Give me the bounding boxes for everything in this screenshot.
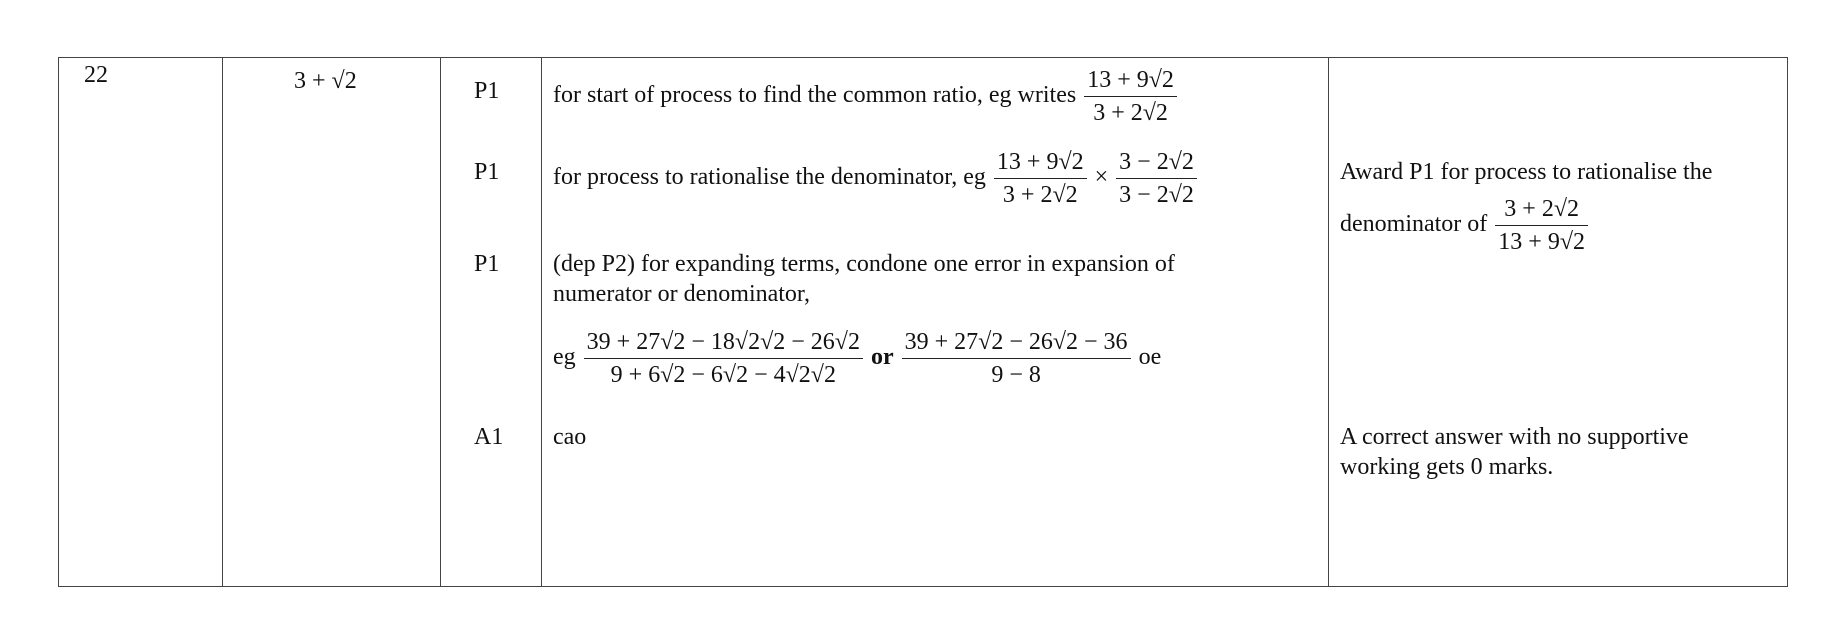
comment-rationalise-line2 — [1340, 195, 1590, 256]
mark-p1-expanding: P1 — [474, 251, 500, 277]
mark-p1-start: P1 — [474, 78, 500, 104]
comment-rationalise-text: denominator of — [1340, 211, 1488, 238]
fraction-numerator: 39 + 27√2 − 26√2 − 36 — [904, 329, 1128, 355]
or-label: or — [870, 344, 894, 371]
guidance-expanding-text: (dep P2) for expanding terms, condone one error in expansion of numerator or denominator, — [553, 251, 1175, 307]
fraction-numerator: 13 + 9√2 — [996, 149, 1084, 175]
final-answer — [294, 66, 357, 96]
question-number-column — [59, 58, 223, 586]
answer-column — [222, 58, 441, 586]
guidance-rationalise — [553, 148, 1199, 209]
expansion-fraction-1 — [584, 328, 863, 389]
fraction-numerator: 3 − 2√2 — [1119, 149, 1194, 175]
fraction-numerator: 39 + 27√2 − 18√2√2 − 26√2 — [586, 329, 860, 355]
guidance-start-process — [553, 66, 1179, 127]
question-number: 22 — [84, 62, 108, 88]
expansion-fraction-2 — [902, 328, 1131, 389]
comment-fraction — [1495, 195, 1588, 256]
rationalise-fraction-1 — [994, 148, 1087, 209]
guidance-expanding-example — [553, 328, 1161, 389]
fraction-denominator: 13 + 9√2 — [1495, 225, 1588, 256]
final-answer-value: 3 + √2 — [294, 68, 357, 94]
common-ratio-fraction — [1084, 66, 1177, 127]
oe-label: oe — [1138, 344, 1162, 371]
additional-guidance-column — [1328, 58, 1787, 586]
fraction-denominator: 3 − 2√2 — [1116, 178, 1197, 209]
fraction-denominator: 9 − 8 — [902, 358, 1131, 389]
fraction-numerator: 3 + 2√2 — [1504, 196, 1580, 222]
times-symbol: × — [1094, 164, 1109, 191]
fraction-denominator: 3 + 2√2 — [1084, 96, 1177, 127]
comment-cao: A correct answer with no supportive working gets 0 marks. — [1340, 424, 1689, 480]
fraction-denominator: 3 + 2√2 — [994, 178, 1087, 209]
rationalise-fraction-2 — [1116, 148, 1197, 209]
guidance-rationalise-text: for process to rationalise the denominator, eg — [553, 164, 986, 191]
mark-column — [440, 58, 542, 586]
guidance-cao: cao — [553, 424, 587, 450]
comment-rationalise-line1: Award P1 for process to rationalise the — [1340, 159, 1713, 185]
fraction-denominator: 9 + 6√2 − 6√2 − 4√2√2 — [584, 358, 863, 389]
mark-guidance-column — [541, 58, 1329, 586]
mark-scheme-table — [58, 57, 1788, 587]
mark-p1-rationalise: P1 — [474, 159, 500, 185]
guidance-start-text: for start of process to find the common ratio, eg writes — [553, 82, 1077, 109]
fraction-numerator: 13 + 9√2 — [1087, 67, 1174, 93]
mark-a1: A1 — [474, 424, 504, 450]
eg-label: eg — [553, 344, 576, 371]
